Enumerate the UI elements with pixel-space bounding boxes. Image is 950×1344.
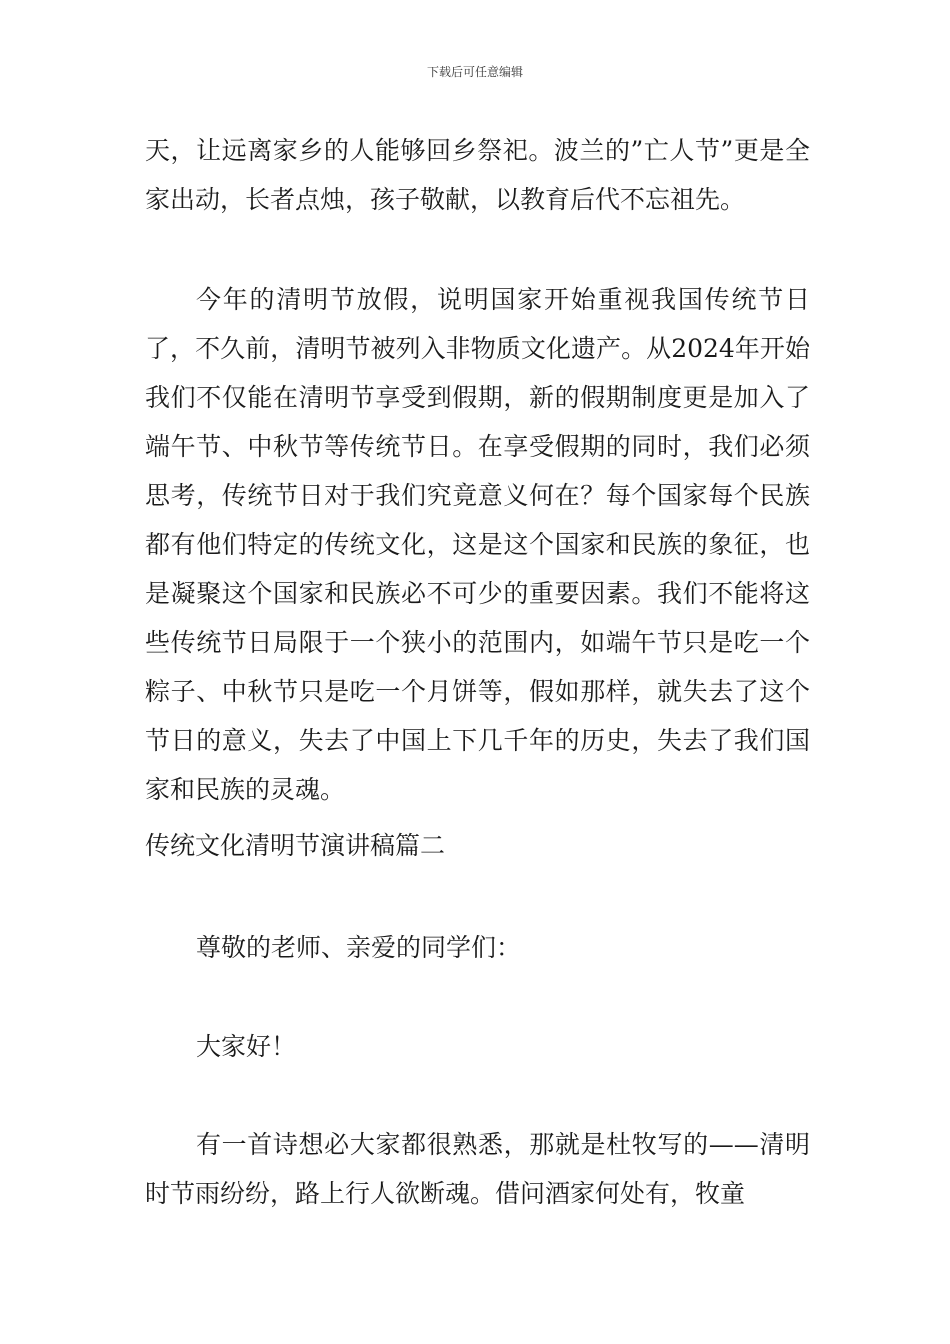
paragraph-greeting: 大家好！ — [196, 1032, 297, 1061]
paragraph-salutation: 尊敬的老师、亲爱的同学们： — [196, 933, 522, 962]
paragraph-holiday-significance: 今年的清明节放假，说明国家开始重视我国传统节日了，不久前，清明节被列入非物质文化遗产。从2024年开始我们不仅能在清明节享受到假期，新的假期制度更是加入了端午节、中秋节等传统节日。在享受假期的同时，我们必须思考，传统节日对于我们究竟意义何在？每个国家每个民族都有他们特定的传统文化，这是这个国家和民族的象征，也是凝聚这个国家和民族必不可少的重要因素。我们不能将这些传统节日局限于一个狭小的范围内，如端午节只是吃一个粽子、中秋节只是吃一个月饼等，假如那样，就失去了这个节日的意义，失去了中国上下几千年的历史，失去了我们国家和民族的灵魂。 — [145, 285, 810, 804]
page-header-note: 下载后可任意编辑 — [426, 65, 523, 79]
section-heading: 传统文化清明节演讲稿篇二 — [145, 831, 446, 860]
paragraph-continuation: 天，让远离家乡的人能够回乡祭祀。波兰的”亡人节”更是全家出动，长者点烛，孩子敬献，以教育后代不忘祖先。 — [145, 136, 810, 214]
paragraph-poem-intro: 有一首诗想必大家都很熟悉，那就是杜牧写的——清明时节雨纷纷，路上行人欲断魂。借问酒家何处有，牧童 — [145, 1130, 810, 1208]
